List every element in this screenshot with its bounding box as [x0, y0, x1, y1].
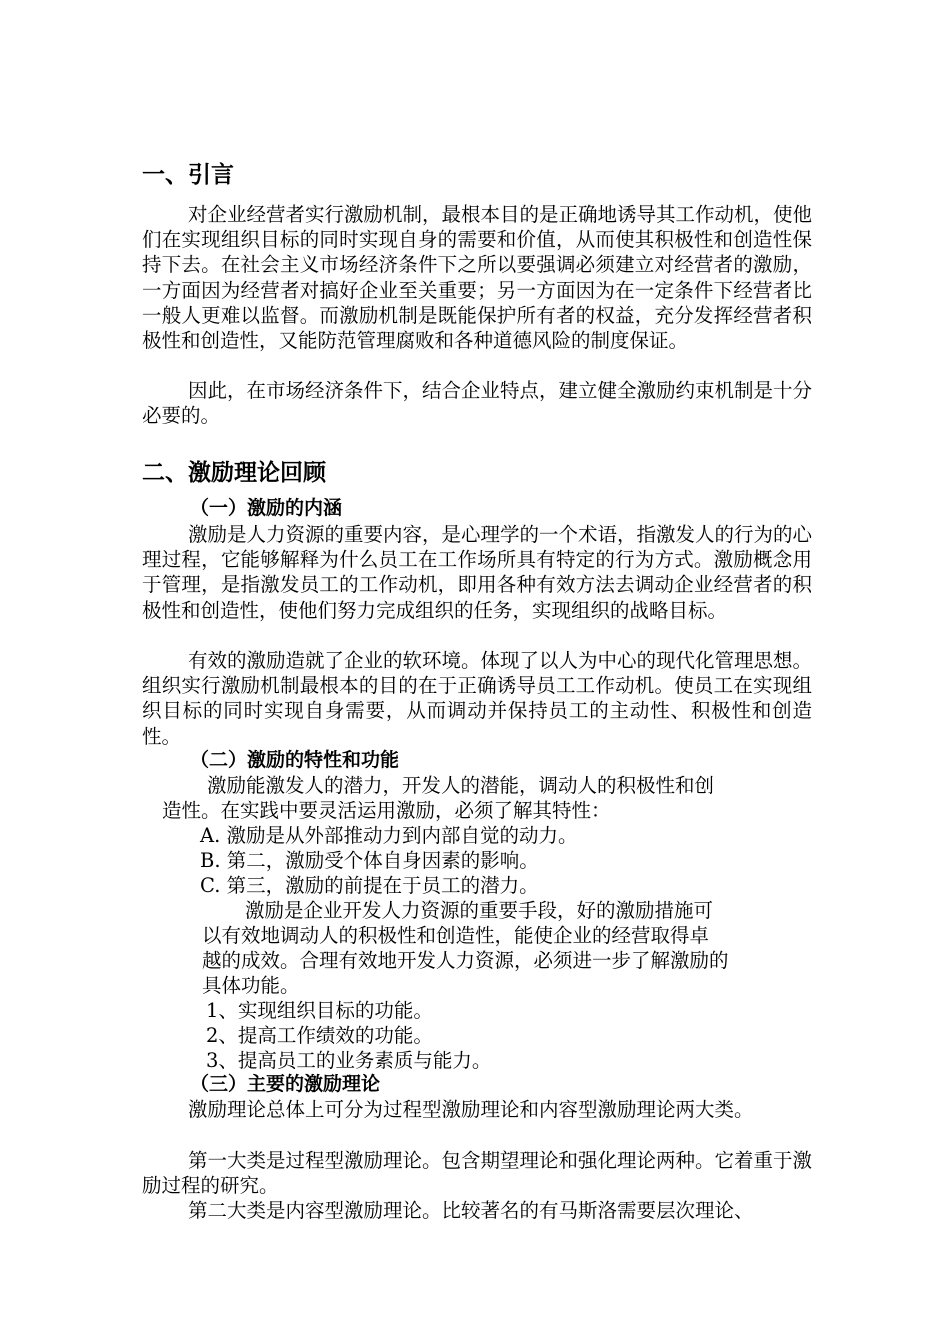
trait-item: C. 第三，激励的前提在于员工的潜力。 — [200, 874, 539, 897]
function-intro-line: 越的成效。合理有效地开发人力资源，必须进一步了解激励的 — [202, 949, 729, 972]
function-intro-line: 激励是企业开发人力资源的重要手段，好的激励措施可 — [245, 899, 714, 922]
traits-intro-line: 激励能激发人的潜力，开发人的潜能，调动人的积极性和创 — [207, 774, 715, 797]
section-heading-theory-review: 二、激励理论回顾 — [142, 460, 326, 486]
traits-intro-line: 造性。在实践中要灵活运用激励，必须了解其特性： — [162, 799, 611, 822]
paragraph-theories-2: 第一大类是过程型激励理论。包含期望理论和强化理论两种。它着重于激励过程的研究。 — [142, 1149, 813, 1198]
trait-item: B. 第二，激励受个体自身因素的影响。 — [200, 849, 539, 872]
function-intro-line: 具体功能。 — [202, 974, 300, 997]
paragraph-intro-1: 对企业经营者实行激励机制，最根本目的是正确地诱导其工作动机，使他们在实现组织目标的同时实现自身的需要和价值，从而使其积极性和创造性保持下去。在社会主义市场经济条件下之所以要强调必须建立对经营者的激励，一方面因为经营者对搞好企业至关重要；另一方面因为在一定条件下经营者比一般人更难以监督。而激励机制是既能保护所有者的权益，充分发挥经营者积极性和创造性，又能防范管理腐败和各种道德风险的制度保证。 — [142, 203, 813, 353]
paragraph-theories-1: 激励理论总体上可分为过程型激励理论和内容型激励理论两大类。 — [188, 1098, 754, 1121]
subheading-connotation: （一）激励的内涵 — [190, 497, 343, 519]
function-item: 2、提高工作绩效的功能。 — [206, 1024, 433, 1047]
function-item: 3、提高员工的业务素质与能力。 — [206, 1049, 492, 1072]
function-item: 1、实现组织目标的功能。 — [206, 999, 433, 1022]
paragraph-intro-2: 因此，在市场经济条件下，结合企业特点，建立健全激励约束机制是十分必要的。 — [142, 379, 813, 428]
subheading-traits-functions: （二）激励的特性和功能 — [190, 749, 400, 771]
subheading-main-theories: （三）主要的激励理论 — [190, 1073, 381, 1095]
paragraph-theories-3: 第二大类是内容型激励理论。比较著名的有马斯洛需要层次理论、 — [188, 1199, 754, 1222]
section-heading-introduction: 一、引言 — [142, 162, 234, 188]
paragraph-connotation-2: 有效的激励造就了企业的软环境。体现了以人为中心的现代化管理思想。组织实行激励机制最根本的目的在于正确诱导员工工作动机。使员工在实现组织目标的同时实现自身需要，从而调动并保持员工的主动性、积极性和创造性。 — [142, 649, 813, 748]
trait-item: A. 激励是从外部推动力到内部自觉的动力。 — [200, 824, 578, 847]
function-intro-line: 以有效地调动人的积极性和创造性，能使企业的经营取得卓 — [202, 924, 710, 947]
paragraph-connotation-1: 激励是人力资源的重要内容，是心理学的一个术语，指激发人的行为的心理过程，它能够解释为什么员工在工作场所具有特定的行为方式。激励概念用于管理，是指激发员工的工作动机，即用各种有效方法去调动企业经营者的积极性和创造性，使他们努力完成组织的任务，实现组织的战略目标。 — [142, 523, 813, 622]
